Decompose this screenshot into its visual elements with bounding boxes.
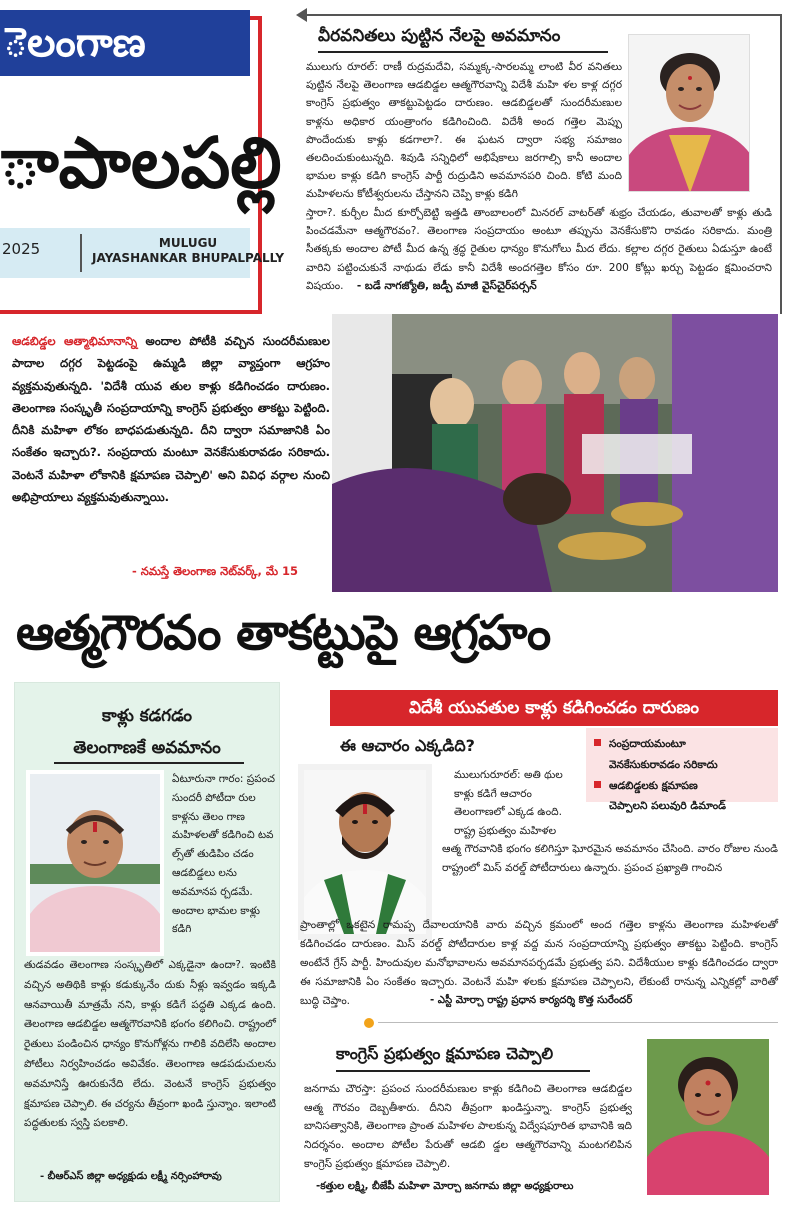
masthead-place-line1: MULUGU	[158, 236, 218, 250]
top-article-body: ములుగు రూరల్: రాణీ రుద్రమదేవి, సమ్మక్క-సారలమ్మ లాంటి వీర వనితలు పుట్టిన నేలపై తెలంగాణ ఆడబిడ్డల ఆత్మగౌరవాన్ని విదేశీ మహి ళల కాళ్ల దగ్గర కాంగ్రెస్ ప్రభుత్వం తాకట్టుపెట్టడం దారుణం. ఆడబిడ్డలతో సుందరీమణుల కాళ్లను అధికార యంత్రాంగం కడిగించింది. విదేశీ అంద గత్తెల మెప్పు పొందేందుకు కాళ్లు కడగాలా?. ఈ ఘటన ద్వారా సభ్య సమాజం తలదించుకుంటున్నది. శివుడి సన్నిధిలో అభిషేకాలు జరగాల్సి కానీ అందాల భామల కాళ్లు కడిగి కాంగ్రెస్ పార్టీ రుద్రుడిని అవమానపరి చింది. కోటి మంది మహిళలను కోటీశ్వరులను చేస్తానని చెప్పి కాళ్లు కడిగి	[306, 61, 622, 201]
bottom-article-body: జనగామ చౌరస్తా: ప్రపంచ సుందరీమణుల కాళ్లు కడిగించి తెలంగాణ ఆడబిడ్డల ఆత్మ గౌరవం దెబ్బతీశారు. దీనిని తీవ్రంగా ఖండిస్తున్నా. కాంగ్రెస్ ప్రభుత్వ బానిసత్వానికి, తెలంగాణ ప్రాంత మహిళల పాలకున్న విద్వేషపూరిత భావానికి ఇది నిదర్శనం. అందాల పోటీల పేరుతో ఆడబి డ్డల ఆత్మగౌరవాన్ని మంటగలిపిన కాంగ్రెస్ ప్రభుత్వం క్షమాపణ చెప్పాలి.	[304, 1083, 632, 1170]
masthead-divider	[80, 234, 82, 272]
left-box-rule	[54, 762, 244, 764]
highlight-bullet-2: ఆడబిడ్డలకు క్షమాపణ	[594, 778, 698, 795]
left-box-credit: - బీఆర్‌ఎస్ జిల్లా అధ్యక్షుడు లక్ష్మీ నర్సింహారావు	[40, 1171, 222, 1182]
bullet-square-icon	[594, 739, 601, 746]
portrait-photo-kathula-lakshmi	[644, 1036, 772, 1198]
section-divider	[378, 1022, 778, 1023]
left-box-title-line1: కాళ్లు కడగడం	[101, 706, 193, 726]
masthead-band: ెలంగాణ	[0, 10, 250, 76]
masthead-place	[92, 236, 284, 266]
main-headline: ఆత్మగౌరవం తాకట్టుపై ఆగ్రహం	[16, 605, 551, 661]
top-article-rule	[318, 51, 608, 53]
top-article-body-wide	[306, 204, 772, 295]
mid-article-lead: ఆడబిడ్డల ఆత్మాభిమానాన్ని	[12, 334, 138, 348]
arrow-left-icon	[296, 8, 307, 22]
left-box-title-line2: తెలంగాణకే అవమానం	[73, 738, 221, 758]
portrait-illustration	[647, 1039, 769, 1195]
highlight-bullet-1: సంప్రదాయమంటూ	[594, 736, 686, 753]
right-credit: - ఎస్టీ మోర్చా రాష్ట్ర ప్రధాన కార్యదర్శి కొత్త సురేందర్	[430, 995, 633, 1006]
portrait-photo-surender	[298, 764, 432, 940]
masthead-date: 2025	[2, 240, 41, 258]
bottom-article-credit: -కత్తుల లక్ష్మి, బీజేపీ మహిళా మోర్చా జనగామ జిల్లా అధ్యక్షురాలు	[316, 1181, 574, 1192]
highlight-bullet-1-cont: వెనకేసుకురావడం సరికాదు	[609, 759, 718, 771]
right-body-wide: ప్రాంతాల్లో ఒకటైన రామప్ప దేవాలయానికి వారు వచ్చిన క్రమంలో అంద గత్తెల కాళ్లను తెలంగాణ మహిళలతో కడిగించడం దారుణం. మిస్ వరల్డ్ పోటీదారుల కాళ్ల వద్ద మన సంప్రదాయాన్ని ప్రభుత్వం తాకట్టు పెట్టింది. కాంగ్రెస్ అంటేనే గ్రేస్ పార్టీ. హిందువుల మనోభావాలను అవమానపర్చడమే ప్రభుత్వ పని. విదేశీయుల కాళ్లు కడిగించడం ద్వారా ఈ సమాజానికి ఏం సంకేతం ఇచ్చారు. వెంటనే మహి ళలకు క్షమాపణ చెప్పాలని, లేకుంటే రానున్న ఎన్నికల్లో వారితో బుద్ధి చెప్తాం.	[300, 919, 778, 1007]
masthead-title: ాపాలపల్లి	[0, 122, 282, 204]
ceremony-illustration	[332, 314, 778, 592]
right-section-question: ఈ ఆచారం ఎక్కడిది?	[340, 736, 475, 755]
top-article-body-continued: స్తారా?. కుర్చీల మీద కూర్చోబెట్టి ఇత్తడి తాంబాలంలో మినరల్ వాటర్‌తో శుభ్రం చేయడం, తువాలతో కాళ్లు తుడి పించడమేనా ఆత్మగౌరవం?. తెలంగాణ సంప్రదాయం అంటూ తప్పును వెనకేసుకొని రావడం సరికాదు. మంత్రి సీతక్కకు అందాల పోటీ మీద ఉన్న శ్రద్ధ రైతుల ధాన్యం కొనుగోలు మీద లేదు. కల్లాల దగ్గర రైతులు ఏడుస్తూ ఉంటే వారిని పట్టించుకునే నాథుడు లేడు కానీ విదేశీ అందగత్తెల కోసం రూ. 200 కోట్లు ఖర్చు పెట్టడం క్షమించరాని విషయం.	[306, 207, 772, 292]
red-banner: విదేశీ యువతుల కాళ్లు కడిగించడం దారుణం	[330, 690, 778, 726]
portrait-photo-lakshmi-narsimharao	[26, 770, 164, 956]
ceremony-photo	[332, 314, 778, 592]
right-side-text: ములుగురూరల్: అతి థుల కాళ్లు కడిగే ఆచారం తెలంగాణలో ఎక్కడ ఉంది. రాష్ట్ర ప్రభుత్వం మహిళల	[454, 769, 563, 838]
bullet-dot-icon	[364, 1018, 374, 1028]
bottom-article-rule	[336, 1070, 590, 1072]
mid-article-text: అందాల పోటీకి వచ్చిన సుందరీమణుల పాదాల దగ్గర పెట్టడంపై ఉమ్మడి జిల్లా వ్యాప్తంగా ఆగ్రహం వ్యక్తమవుతున్నది. 'విదేశీ యువ తుల కాళ్లు కడిగించడం దారుణం. తెలంగాణ సంస్కృతీ సంప్రదాయాన్ని కాంగ్రెస్ ప్రభుత్వం తాకట్టు పెట్టింది. దీనికి మహిళా లోకం బాధపడుతున్నది. దీని ద్వారా సమాజానికి ఏం సంకేతం ఇచ్చారు?. సంప్రదాయ మంటూ వెనకేసుకురావడం సరికాదు. వెంటనే మహిళా లోకానికి క్షమాపణ చెప్పాలి' అని వివిధ వర్గాల నుంచి అభిప్రాయాలు వ్యక్తమవుతున్నాయి.	[12, 334, 330, 505]
left-box-body: తుడవడం తెలంగాణ సంస్కృతిలో ఎక్కడైనా ఉందా?. ఇంటికి వచ్చిన అతిథికి కాళ్లు కడుక్కునేం దుకు నీళ్లు ఇవ్వడం ఇక్కడి ఆనవాయితీ మాత్రమే నని, కాళ్లు కడిగే పద్ధతి ఎక్కడ ఉంది. తెలంగాణ ఆడబిడ్డల ఆత్మగౌరవానికి భంగం కలిగించి. రాష్ట్రంలో రైతులు పండించిన ధాన్యం కొనుగోళ్లను గాలికి వదిలేసి అందాల పోటీలు నిర్వహించడం అవివేకం. తెలంగాణ ఆడపడుచులను అవమానిస్తే ఊరుకునేది లేదు. వెంటనే కాంగ్రెస్ ప్రభుత్వం క్షమాపణ చెప్పాలి. ఈ చర్యను తీవ్రంగా ఖండి స్తున్నాం. ఇలాంటి పద్ధతులకు స్వస్తి పలకాలి.	[24, 959, 276, 1130]
portrait-illustration	[304, 770, 426, 934]
portrait-photo-nagajyothi	[628, 34, 750, 192]
top-article-credit: - బడే నాగజ్యోతి, జడ్పీ మాజీ వైస్‌చైర్‌పర్సన్	[356, 279, 537, 292]
bottom-article-title: కాంగ్రెస్ ప్రభుత్వం క్షమాపణ చెప్పాలి	[336, 1044, 554, 1063]
right-body: ఆత్మ గౌరవానికి భంగం కలిగిస్తూ ఘోరమైన అవమానం చేసింది. వారం రోజుల నుండి రాష్ట్రంలో మిస్ వరల్డ్ పోటీదారులు ఉన్నారు. ప్రపంచ ప్రఖ్యాతి గాంచిన	[442, 843, 778, 874]
highlight-bullet-2-cont: చెప్పాలని పలువురి డిమాండ్	[609, 800, 726, 812]
arrow-vertical-line	[780, 14, 782, 314]
bullet-square-icon	[594, 781, 601, 788]
portrait-illustration	[30, 774, 160, 952]
left-box-side-text: ఏటూరునా గారం: ప్రపంచ సుందరీ పోటీదా రుల కాళ్లను తెలం గాణ మహిళలతో కడిగించి టవ ల్స్‌తో తుడిపిం చడం ఆడబిడ్డలు లను అవమానప ర్చడమే. అందాల భామల కాళ్లు కడిగి	[172, 773, 276, 936]
mid-article-credit: - నమస్తే తెలంగాణ నెట్‌వర్క్, మే 15	[132, 564, 299, 578]
mid-article-body	[12, 330, 330, 508]
masthead-place-line2: JAYASHANKAR BHUPALPALLY	[92, 251, 285, 265]
arrow-line	[300, 14, 782, 16]
portrait-illustration	[629, 35, 750, 192]
top-article-title: వీరవనితలు పుట్టిన నేలపై అవమానం	[318, 26, 561, 46]
